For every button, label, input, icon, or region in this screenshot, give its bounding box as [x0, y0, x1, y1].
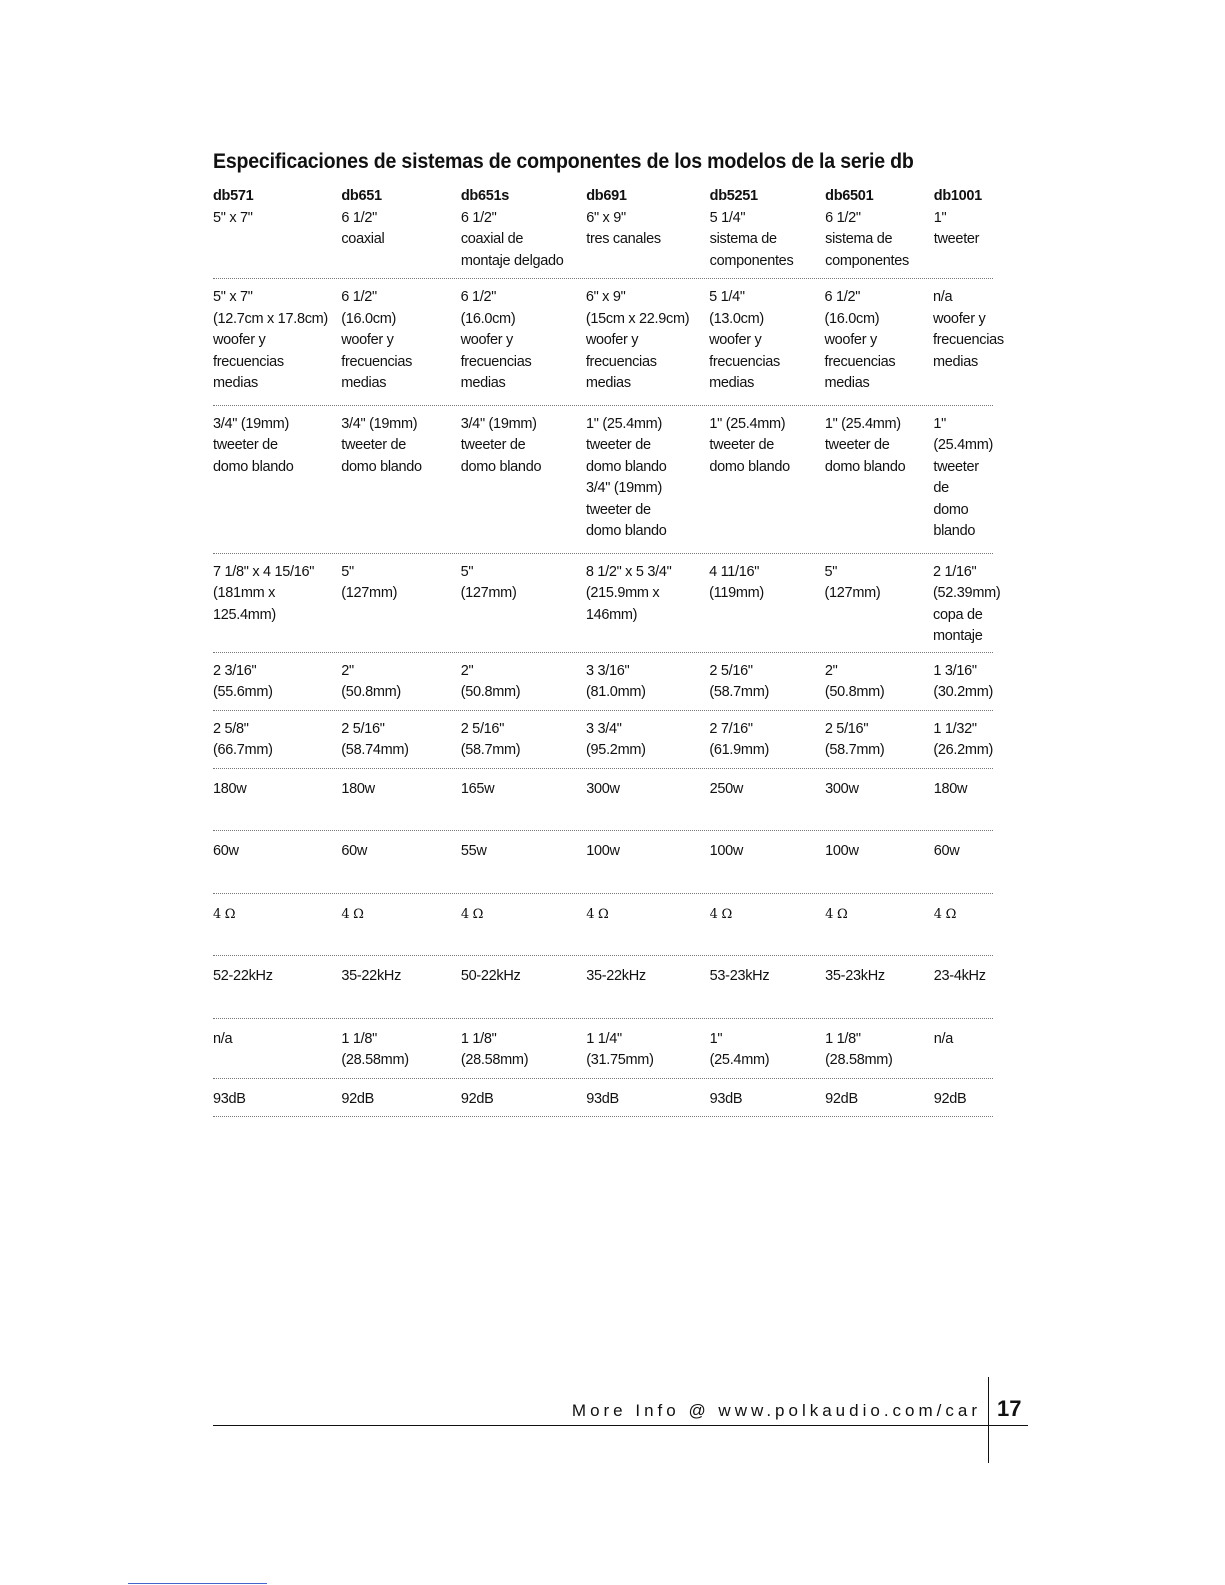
table-cell: 2 5/16" (58.7mm): [709, 662, 769, 700]
table-cell: 4 Ω: [825, 906, 848, 922]
table-row: [213, 1019, 993, 1079]
header-cell: db6501 6 1/2" sistema de componentes: [825, 188, 909, 269]
table-row: [213, 406, 993, 554]
footer-website-link[interactable]: More Info @ www.polkaudio.com/car: [571, 1401, 981, 1420]
table-cell: 4 Ω: [341, 906, 364, 922]
table-cell: 4 Ω: [933, 906, 957, 922]
table-cell: 1 1/8" (28.58mm): [460, 1030, 529, 1068]
spec-table: [213, 186, 1004, 1117]
table-row: [213, 554, 1001, 653]
table-cell: 6 1/2" (16.0cm) woofer y frecuencias medias: [460, 289, 532, 391]
table-row: [213, 956, 993, 1019]
page-title: Especificaciones de sistemas de componentes de los modelos de la serie db: [213, 150, 914, 173]
table-cell: 50-22kHz: [460, 968, 521, 984]
table-cell: 1" (25.4mm): [709, 1030, 770, 1068]
table-row: [213, 279, 1004, 406]
table-cell: 35-22kHz: [341, 968, 402, 984]
table-cell: 2 3/16" (55.6mm): [213, 662, 273, 700]
table-cell: 52-22kHz: [213, 968, 273, 984]
decorative-rule: [128, 1583, 267, 1584]
table-cell: 6 1/2" (16.0cm) woofer y frecuencias medias: [341, 289, 413, 391]
table-cell: 300w: [586, 780, 620, 797]
table-row: [213, 894, 993, 957]
table-cell: 5 1/4" (13.0cm) woofer y frecuencias medias: [709, 289, 780, 391]
table-cell: 5" (127mm): [824, 563, 881, 601]
page-number: 17: [997, 1396, 1022, 1421]
table-cell: 1" (25.4mm) tweeter de domo blando: [933, 415, 993, 539]
table-cell: 2 5/16" (58.7mm): [460, 720, 521, 758]
table-cell: 4 Ω: [709, 906, 732, 922]
table-cell: 93dB: [213, 1090, 246, 1107]
table-cell: 1" (25.4mm) tweeter de domo blando: [709, 415, 790, 475]
header-cell: db651 6 1/2" coaxial: [341, 188, 385, 247]
table-cell: 5" (127mm): [341, 563, 398, 601]
table-cell: 60w: [341, 843, 368, 859]
table-cell: 3 3/16" (81.0mm): [586, 662, 646, 700]
table-cell: 300w: [825, 780, 859, 797]
table-cell: 100w: [709, 843, 744, 859]
table-cell: 92dB: [933, 1090, 967, 1107]
table-cell: 1 3/16" (30.2mm): [933, 662, 993, 700]
table-cell: 1 1/32" (26.2mm): [933, 720, 993, 758]
table-cell: 7 1/8" x 4 15/16" (181mm x 125.4mm): [213, 563, 315, 623]
table-cell: 8 1/2" x 5 3/4" (215.9mm x 146mm): [585, 563, 672, 623]
header-cell: db1001 1" tweeter: [933, 188, 982, 247]
table-row: [213, 653, 993, 711]
table-cell: 35-23kHz: [825, 968, 885, 984]
table-cell: 5" x 7" (12.7cm x 17.8cm) woofer y frecuencias medias: [213, 289, 328, 391]
table-cell: n/a: [213, 1030, 233, 1047]
table-cell: 3/4" (19mm) tweeter de domo blando: [341, 415, 422, 475]
table-cell: 92dB: [460, 1090, 494, 1107]
table-cell: 1" (25.4mm) tweeter de domo blando 3/4" (19mm) tweeter de domo blando: [586, 415, 667, 539]
table-cell: 53-23kHz: [709, 968, 770, 984]
table-cell: 93dB: [709, 1090, 743, 1107]
table-cell: 4 Ω: [213, 906, 236, 922]
table-cell: 60w: [933, 843, 960, 859]
table-cell: 3 3/4" (95.2mm): [586, 720, 646, 758]
footer-rule: [213, 1425, 1028, 1426]
table-row: [213, 1079, 993, 1118]
table-cell: 2" (50.8mm): [460, 662, 521, 700]
table-row: [213, 711, 993, 769]
table-cell: 6" x 9" (15cm x 22.9cm) woofer y frecuencias medias: [585, 289, 690, 391]
table-cell: 5" (127mm): [460, 563, 517, 601]
table-cell: 2 1/16" (52.39mm) copa de montaje: [933, 563, 1001, 644]
table-cell: 92dB: [825, 1090, 858, 1107]
table-cell: 100w: [586, 843, 620, 859]
table-cell: 23-4kHz: [933, 968, 986, 984]
header-cell: db571 5" x 7": [213, 188, 254, 226]
table-cell: 2 5/16" (58.74mm): [341, 720, 409, 758]
table-cell: 4 Ω: [586, 906, 609, 922]
table-cell: 100w: [825, 843, 859, 859]
table-cell: 6 1/2" (16.0cm) woofer y frecuencias medias: [824, 289, 896, 391]
table-cell: 4 11/16" (119mm): [709, 563, 764, 601]
table-header-row: [213, 186, 993, 279]
header-cell: db651s 6 1/2" coaxial de montaje delgado: [460, 188, 564, 269]
table-cell: 250w: [709, 780, 744, 797]
table-cell: 180w: [213, 780, 247, 797]
table-cell: 1 1/4" (31.75mm): [586, 1030, 654, 1068]
table-cell: 2 5/16" (58.7mm): [824, 720, 885, 758]
table-cell: n/a: [933, 1030, 954, 1047]
table-cell: 1 1/8" (28.58mm): [341, 1030, 409, 1068]
header-cell: db691 6" x 9" tres canales: [586, 188, 661, 247]
table-cell: 2 5/8" (66.7mm): [213, 720, 273, 758]
table-cell: 1 1/8" (28.58mm): [825, 1030, 893, 1068]
table-row: [213, 769, 993, 832]
table-cell: 2" (50.8mm): [341, 662, 401, 700]
table-cell: 165w: [460, 780, 495, 797]
table-cell: 55w: [460, 843, 487, 859]
footer-divider: [988, 1377, 989, 1463]
table-cell: 3/4" (19mm) tweeter de domo blando: [460, 415, 542, 475]
table-cell: 92dB: [341, 1090, 375, 1107]
table-cell: 2" (50.8mm): [824, 662, 885, 700]
table-cell: 35-22kHz: [586, 968, 646, 984]
table-row: [213, 831, 993, 894]
table-cell: 3/4" (19mm) tweeter de domo blando: [213, 415, 294, 475]
table-cell: 93dB: [586, 1090, 619, 1107]
table-cell: 180w: [933, 780, 968, 797]
table-cell: 4 Ω: [460, 906, 484, 922]
table-cell: n/a woofer y frecuencias medias: [933, 289, 1004, 370]
table-cell: 180w: [341, 780, 375, 797]
header-cell: db5251 5 1/4" sistema de componentes: [709, 188, 794, 269]
table-cell: 60w: [213, 843, 239, 859]
table-cell: 2 7/16" (61.9mm): [709, 720, 769, 758]
table-cell: 1" (25.4mm) tweeter de domo blando: [824, 415, 906, 475]
